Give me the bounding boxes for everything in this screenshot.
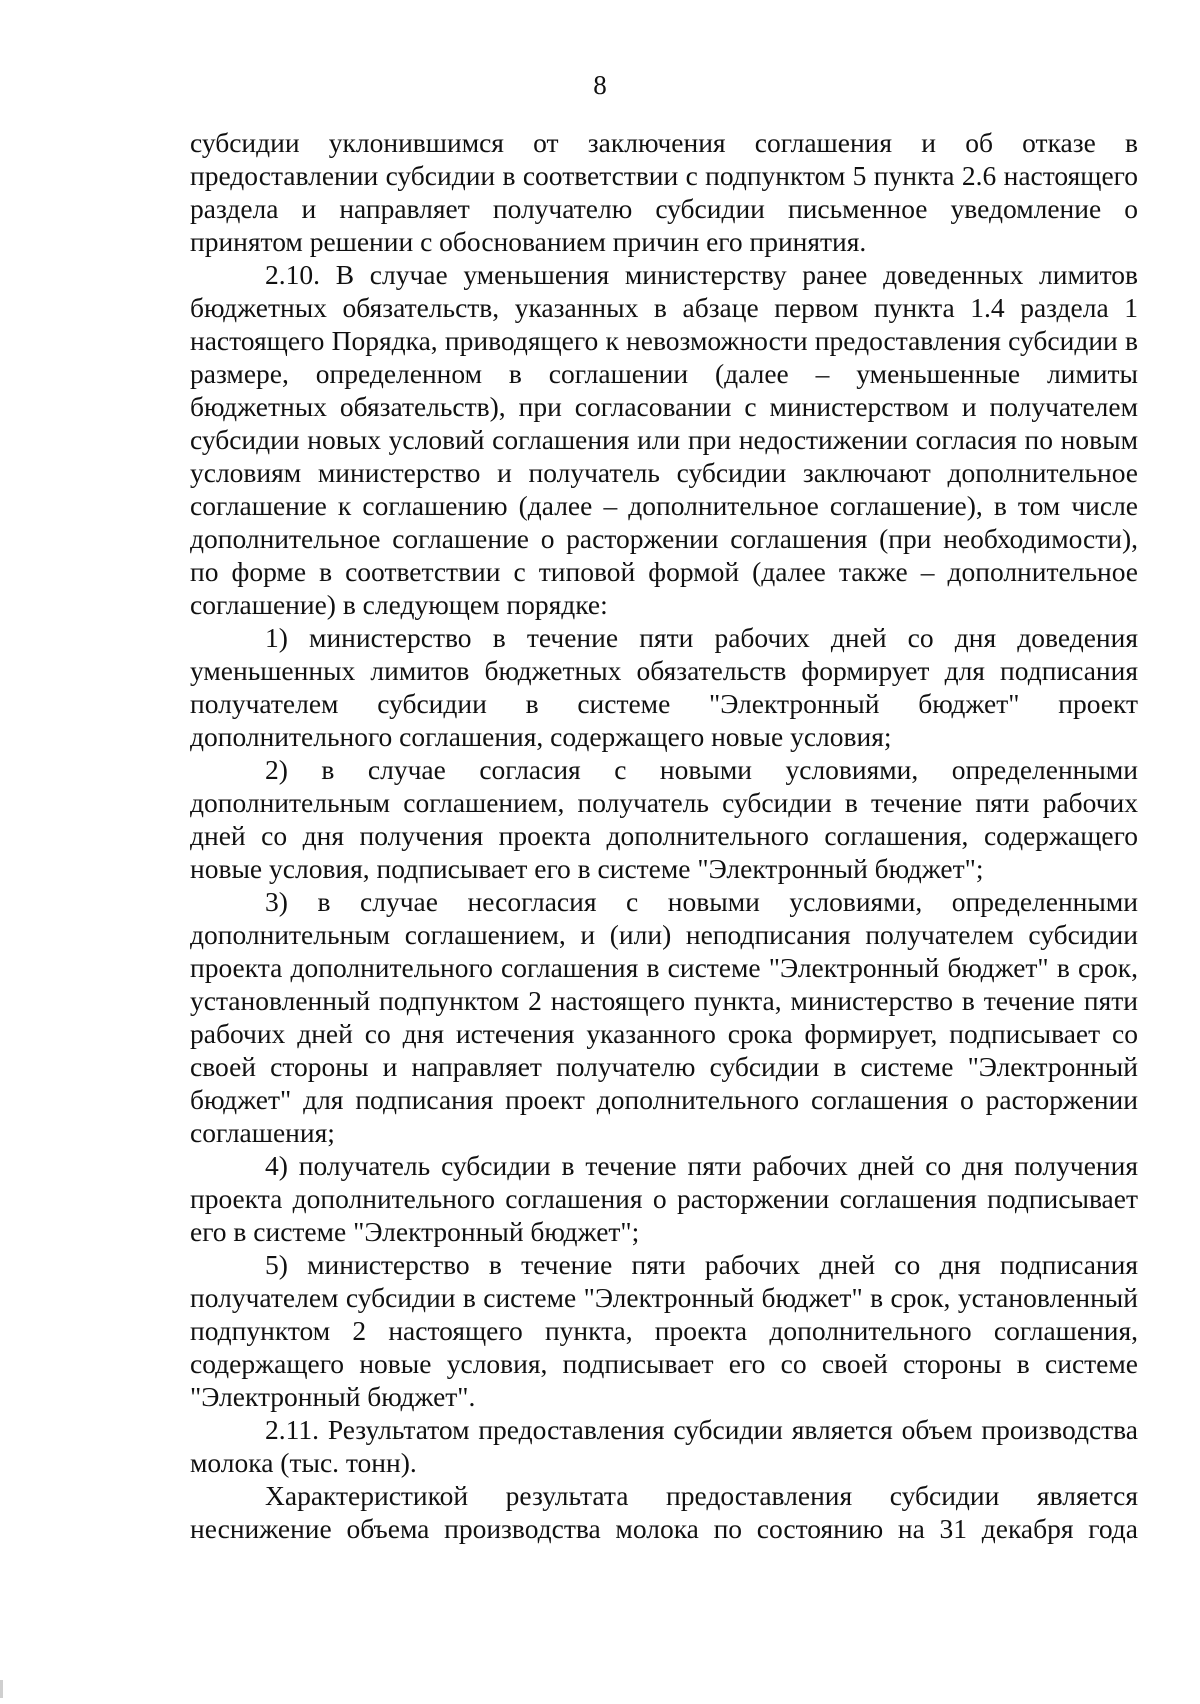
paragraph-clause-2-11: 2.11. Результатом предоставления субсидии является объем производства молока (тыс. тонн). (190, 1414, 1138, 1478)
paragraph-subclause-4: 4) получатель субсидии в течение пяти рабочих дней со дня получения проекта дополнительного соглашения о расторжении соглашения подписывает его в системе "Электронный бюджет"; (190, 1150, 1138, 1247)
paragraph-subclause-1: 1) министерство в течение пяти рабочих дней со дня доведения уменьшенных лимитов бюджетных обязательств формирует для подписания получателем субсидии в системе "Электронный бюджет" проект дополнительного соглашения, содержащего новые условия; (190, 622, 1138, 752)
paragraph-clause-2-10: 2.10. В случае уменьшения министерству ранее доведенных лимитов бюджетных обязательств, указанных в абзаце первом пункта 1.4 раздела 1 настоящего Порядка, приводящего к невозможности предоставления субсидии в размере, определенном в соглашении (далее – уменьшенные лимиты бюджетных обязательств), при согласовании с министерством и получателем субсидии новых условий соглашения или при недостижении согласия по новым условиям министерство и получатель субсидии заключают дополнительное соглашение к соглашению (далее – дополнительное соглашение), в том числе дополнительное соглашение о расторжении соглашения (при необходимости), по форме в соответствии с типовой формой (далее также – дополнительное соглашение) в следующем порядке: (190, 259, 1138, 620)
scan-edge-mark (0, 1680, 3, 1698)
paragraph-continuation: субсидии уклонившимся от заключения соглашения и об отказе в предоставлении субсидии в соответствии с подпунктом 5 пункта 2.6 настоящего раздела и направляет получателю субсидии письменное уведомление о принятом решении с обоснованием причин его принятия. (190, 127, 1138, 257)
document-body (190, 126, 1138, 1545)
paragraph-subclause-5: 5) министерство в течение пяти рабочих дней со дня подписания получателем субсидии в системе "Электронный бюджет" в срок, установленный подпунктом 2 настоящего пункта, проекта дополнительного соглашения, содержащего новые условия, подписывает его со своей стороны в системе "Электронный бюджет". (190, 1249, 1138, 1412)
paragraph-subclause-3: 3) в случае несогласия с новыми условиями, определенными дополнительным соглашением, и (или) неподписания получателем субсидии проекта дополнительного соглашения в системе "Электронный бюджет" в срок, установленный подпунктом 2 настоящего пункта, министерство в течение пяти рабочих дней со дня истечения указанного срока формирует, подписывает со своей стороны и направляет получателю субсидии в системе "Электронный бюджет" для подписания проект дополнительного соглашения о расторжении соглашения; (190, 886, 1138, 1148)
page-number: 8 (593, 70, 607, 100)
paragraph-subclause-2: 2) в случае согласия с новыми условиями, определенными дополнительным соглашением, получатель субсидии в течение пяти рабочих дней со дня получения проекта дополнительного соглашения, содержащего новые условия, подписывает его в системе "Электронный бюджет"; (190, 754, 1138, 884)
paragraph-result-characteristic: Характеристикой результата предоставления субсидии является неснижение объема производства молока по состоянию на 31 декабря года (190, 1480, 1138, 1544)
